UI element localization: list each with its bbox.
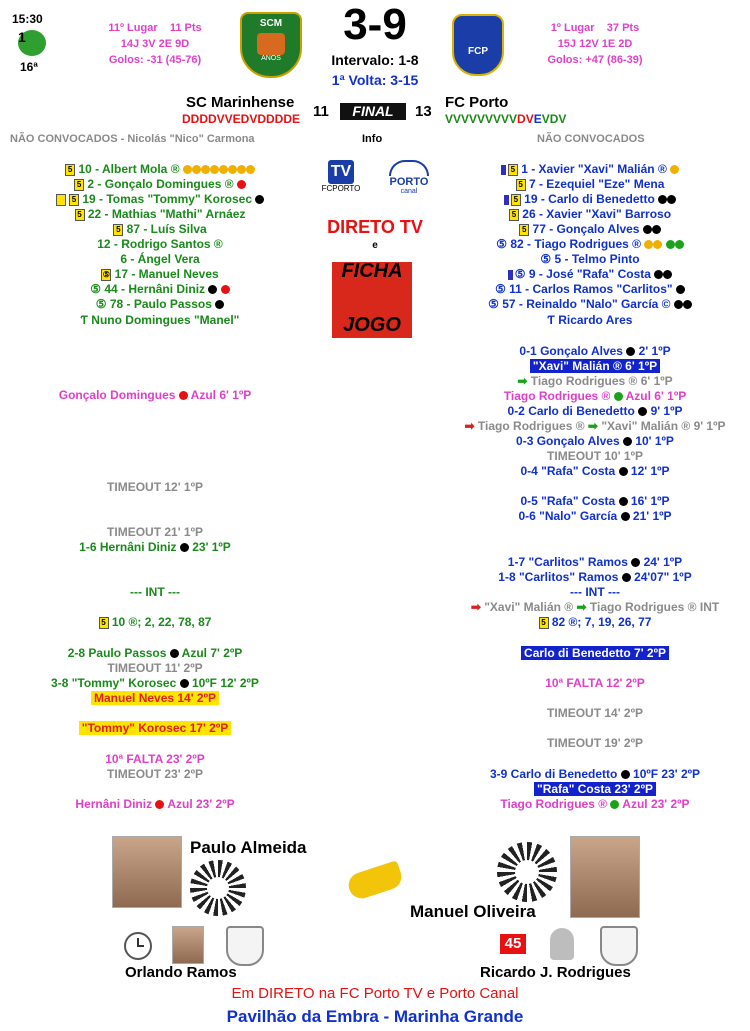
event-left: TIMEOUT 12' 1ºP xyxy=(107,480,203,494)
event-right: TIMEOUT 14' 2ºP xyxy=(547,706,643,720)
event-right: --- INT --- xyxy=(570,585,620,599)
event-right: Tiago Rodrigues ® Azul 6' 1ºP xyxy=(503,389,687,403)
home-player: ⑤ 17 - Manuel Neves xyxy=(102,267,219,281)
fourth-official-number: 45 xyxy=(500,934,526,954)
fcporto-tv-logo-icon: TV FCPORTO xyxy=(318,160,364,200)
event-right: 10ª FALTA 12' 2ºP xyxy=(545,676,645,690)
timekeeper-name: Orlando Ramos xyxy=(125,964,237,981)
home-team-name[interactable]: SC Marinhense xyxy=(186,94,295,111)
event-right: ➡ Tiago Rodrigues ® ➡ "Xavi" Malián ® 9' 1ºP xyxy=(464,419,726,433)
referee-2-name: Manuel Oliveira xyxy=(410,902,536,921)
home-fouls: 11 xyxy=(313,103,329,120)
event-left: 2-8 Paulo Passos Azul 7' 2ºP xyxy=(67,646,243,660)
match-time: 15:30 xyxy=(12,12,43,26)
home-player: 6 - Ángel Vera xyxy=(120,252,200,266)
event-right: 0-3 Gonçalo Alves 10' 1ºP xyxy=(516,434,674,448)
porto-canal-logo-icon: PORTO canal xyxy=(384,160,434,200)
event-right: 1-7 "Carlitos" Ramos 24' 1ºP xyxy=(507,555,683,569)
away-player: 5 77 - Gonçalo Alves xyxy=(450,222,730,237)
home-form: DDDDVVEDVDDDDE xyxy=(182,112,301,126)
home-standing: 11º Lugar 11 Pts xyxy=(108,22,202,34)
event-right: 0-1 Gonçalo Alves 2' 1ºP xyxy=(519,344,671,358)
event-right: 0-5 "Rafa" Costa 16' 1ºP xyxy=(520,494,670,508)
away-record: 15J 12V 1E 2D xyxy=(557,38,633,50)
event-left: --- INT --- xyxy=(130,585,180,599)
timekeeper-photo xyxy=(172,926,204,964)
event-left: TIMEOUT 11' 2ºP xyxy=(107,661,203,675)
away-fouls: 13 xyxy=(415,103,432,120)
home-player: 5 22 - Mathias "Mathi" Arnáez xyxy=(20,207,300,222)
event-left: Gonçalo Domingues Azul 6' 1ºP xyxy=(58,388,252,402)
home-coach: Ƭ Nuno Domingues "Manel" xyxy=(80,313,240,327)
referee-badge-icon xyxy=(190,860,246,916)
event-left: 1-6 Hernâni Diniz 23' 1ºP xyxy=(79,540,231,554)
event-left: TIMEOUT 21' 1ºP xyxy=(107,525,203,539)
away-crest-icon: FCP xyxy=(452,14,504,76)
home-player: 5 2 - Gonçalo Domingues ® xyxy=(20,177,300,192)
event-right: TIMEOUT 19' 2ºP xyxy=(547,736,643,750)
event-left: 10ª FALTA 23' 2ºP xyxy=(105,752,205,766)
referee-badge-icon xyxy=(497,842,557,902)
away-player: ⑤ 57 - Reinaldo "Nalo" García © xyxy=(450,297,730,312)
away-player: 5 7 - Ezequiel "Eze" Mena xyxy=(450,177,730,192)
event-left: Hernâni Diniz Azul 23' 2ºP xyxy=(75,797,235,811)
event-right: 0-2 Carlo di Benedetto 9' 1ºP xyxy=(507,404,683,418)
away-player: ⑤ 9 - José "Rafa" Costa xyxy=(450,267,730,282)
home-player: ⑤ 44 - Hernâni Diniz xyxy=(20,282,300,297)
away-goals: Golos: +47 (86-39) xyxy=(547,54,643,66)
broadcast-info: Em DIRETO na FC Porto TV e Porto Canal xyxy=(231,985,519,1002)
event-right: 1-8 "Carlitos" Ramos 24'07" 1ºP xyxy=(498,570,692,584)
association-crest-icon xyxy=(226,926,264,966)
referee-1-name: Paulo Almeida xyxy=(190,838,307,857)
away-player: ⑤ 5 - Telmo Pinto xyxy=(540,252,640,266)
association-crest-icon xyxy=(600,926,638,966)
away-standing: 1º Lugar 37 Pts xyxy=(550,22,640,34)
home-absent: NÃO CONVOCADOS - Nicolás "Nico" Carmona xyxy=(10,133,255,145)
away-player: 5 19 - Carlo di Benedetto xyxy=(450,192,730,207)
event-left: Manuel Neves 14' 2ºP xyxy=(10,691,300,706)
away-form: VVVVVVVVVDVEVDV xyxy=(445,112,567,126)
home-goals: Golos: -31 (45-76) xyxy=(108,54,202,66)
event-right: Tiago Rodrigues ® Azul 23' 2ºP xyxy=(500,797,690,811)
event-right: ➡ Tiago Rodrigues ® 6' 1ºP xyxy=(517,374,673,388)
referee-1-photo xyxy=(112,836,182,908)
event-left: TIMEOUT 23' 2ºP xyxy=(107,767,203,781)
info-link[interactable]: Info xyxy=(362,133,383,145)
event-right: TIMEOUT 10' 1ºP xyxy=(547,449,643,463)
fourth-official-name: Ricardo J. Rodrigues xyxy=(480,964,631,981)
referee-2-photo xyxy=(570,836,640,918)
first-leg-score: 1ª Volta: 3-15 xyxy=(331,72,419,88)
ficha-jogo-logo[interactable]: FICHA JOGO xyxy=(322,252,422,340)
home-player: ⑤ 78 - Paulo Passos xyxy=(20,297,300,312)
clock-icon xyxy=(124,932,152,960)
event-left: 3-8 "Tommy" Korosec 10ºF 12' 2ºP xyxy=(51,676,259,690)
home-player: 5 19 - Tomas "Tommy" Korosec xyxy=(20,192,300,207)
event-right: Carlo di Benedetto 7' 2ºP xyxy=(450,646,740,661)
away-player: ⑤ 11 - Carlos Ramos "Carlitos" xyxy=(450,282,730,297)
event-left: "Tommy" Korosec 17' 2ºP xyxy=(10,721,300,736)
whistle-icon xyxy=(345,860,404,901)
event-right: 0-4 "Rafa" Costa 12' 1ºP xyxy=(520,464,670,478)
halftime-score: Intervalo: 1-8 xyxy=(331,52,419,68)
away-coach: Ƭ Ricardo Ares xyxy=(547,313,633,327)
round-number: 1 xyxy=(18,29,26,45)
event-right: 3-9 Carlo di Benedetto 10ºF 23' 2ºP xyxy=(489,767,701,781)
venue: Pavilhão da Embra - Marinha Grande xyxy=(226,1007,524,1026)
away-player: 5 26 - Xavier "Xavi" Barroso xyxy=(450,207,730,222)
away-player: ⑤ 82 - Tiago Rodrigues ® xyxy=(450,237,730,252)
away-absent: NÃO CONVOCADOS xyxy=(537,133,645,145)
final-score: 3-9 xyxy=(343,0,407,49)
away-player: 5 1 - Xavier "Xavi" Malián ® xyxy=(450,162,730,177)
direto-tv-label[interactable]: DIRETO TV xyxy=(327,217,423,237)
event-right: 5 82 ®; 7, 19, 26, 77 xyxy=(450,615,740,630)
event-right: ➡ "Xavi" Malián ® ➡ Tiago Rodrigues ® INT xyxy=(470,600,720,614)
round-position: 16ª xyxy=(20,60,38,74)
away-team-name[interactable]: FC Porto xyxy=(445,94,509,111)
home-player: 5 87 - Luís Silva xyxy=(20,222,300,237)
home-crest-icon: SCM ANOS xyxy=(240,12,302,78)
event-right: "Rafa" Costa 23' 2ºP xyxy=(450,782,740,797)
match-status-badge: FINAL xyxy=(340,103,406,120)
home-player: 5 10 - Albert Mola ® xyxy=(20,162,300,177)
event-right: "Xavi" Malián ® 6' 1ºP xyxy=(450,359,740,374)
event-right: 0-6 "Nalo" García 21' 1ºP xyxy=(518,509,672,523)
media-and: e xyxy=(372,240,378,251)
event-left: 5 10 ®; 2, 22, 78, 87 xyxy=(10,615,300,630)
person-placeholder-icon xyxy=(550,928,574,960)
home-player: 12 - Rodrigo Santos ® xyxy=(97,237,223,251)
home-record: 14J 3V 2E 9D xyxy=(120,38,190,50)
